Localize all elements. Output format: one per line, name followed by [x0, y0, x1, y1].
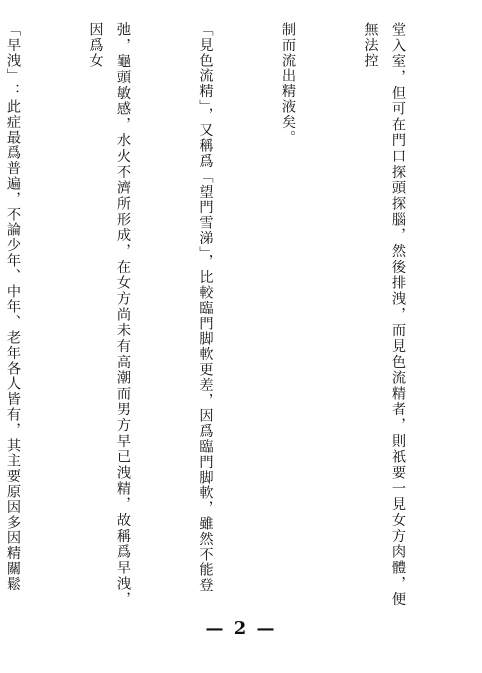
text-column: 「早洩」：此症最爲普遍，不論少年、中年、老年各人皆有，其主要原因多因精關鬆: [5, 22, 21, 592]
text-column: 弛，龜頭敏感，水火不濟所形成，在女方尚未有高潮而男方早已洩精，故稱爲早洩，因爲女: [87, 22, 131, 607]
text-column: 制而流出精液矣。: [280, 22, 296, 146]
body-text: [0, 22, 466, 607]
page-number: — 2 —: [205, 618, 277, 639]
text-column: 堂入室，但可在門口探頭探腦，然後排洩，而見色流精者，則祇要一見女方肉體，便無法控: [362, 22, 406, 607]
text-column: 「見色流精」，又稱爲「望門雪涕」，比較臨門脚軟更差，因爲臨門脚軟，雖然不能登: [197, 22, 214, 593]
